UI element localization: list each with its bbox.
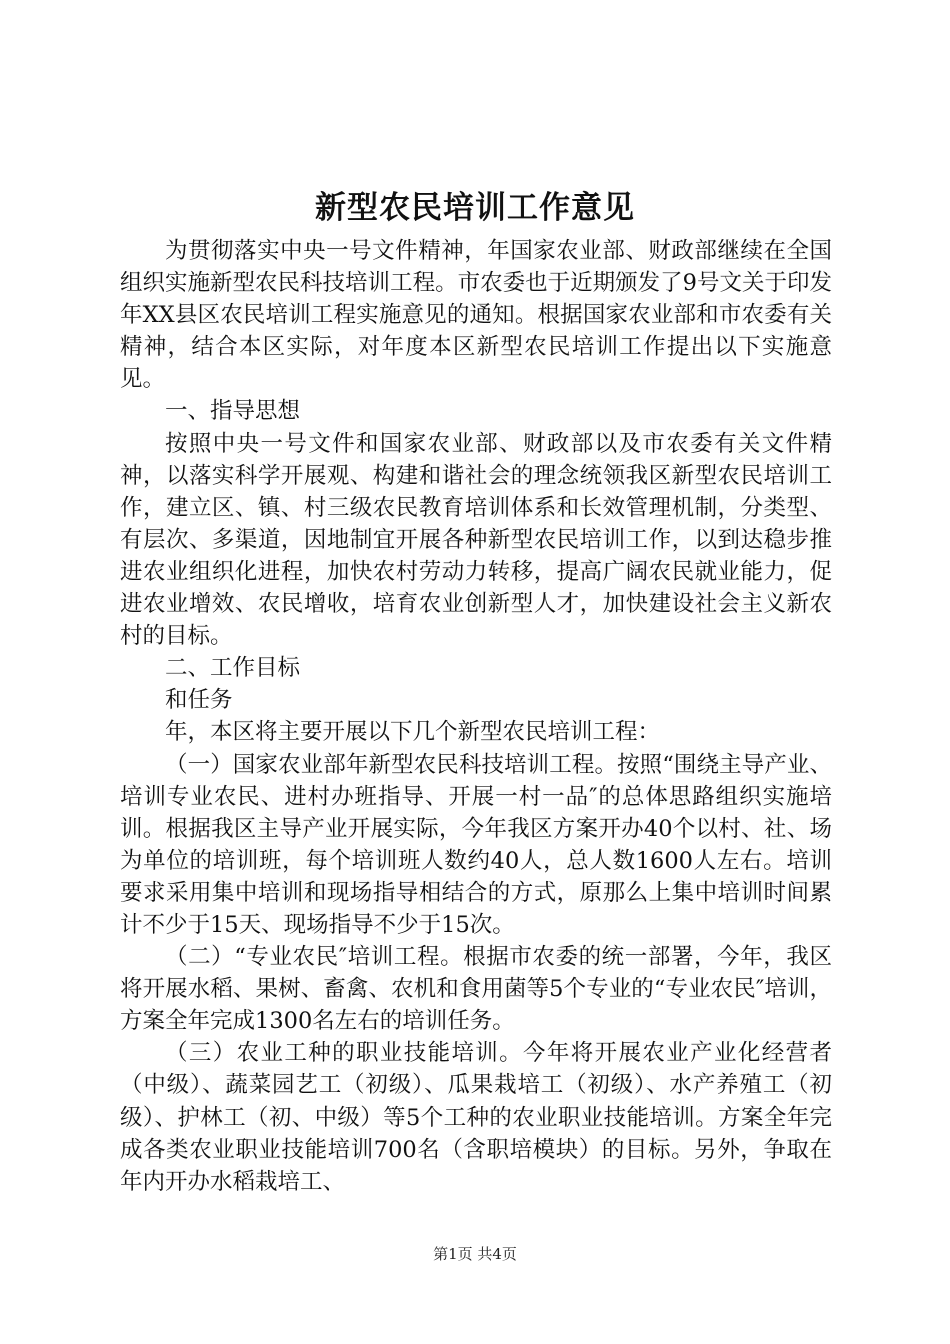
paragraph-item-3: （三）农业工种的职业技能培训。今年将开展农业产业化经营者（中级）、蔬菜园艺工（初级）、瓜果栽培工（初级）、水产养殖工（初级）、护林工（初、中级）等5个工种的农业职业技能培训。方案全年完成各类农业职业技能培训700名（含职培模块）的目标。另外，争取在年内开办水稻栽培工、 (120, 1040, 832, 1195)
section-heading-guiding-ideology: 一、指导思想 (165, 398, 301, 425)
paragraph-item-2: （二）“专业农民″培训工程。根据市农委的统一部署，今年，我区将开展水稻、果树、畜禽、农机和食用菌等5个专业的“专业农民″培训，方案全年完成1300名左右的培训任务。 (120, 944, 832, 1035)
paragraph-intro: 为贯彻落实中央一号文件精神，年国家农业部、财政部继续在全国组织实施新型农民科技培训工程。市农委也于近期颁发了9号文关于印发年XX县区农民培训工程实施意见的通知。根据国家农业部和市农委有关精神，结合本区实际，对年度本区新型农民培训工作提出以下实施意见。 (120, 238, 832, 393)
document-body (120, 235, 832, 1198)
section-heading-work-goals: 二、工作目标 (165, 655, 301, 682)
paragraph-item-1: （一）国家农业部年新型农民科技培训工程。按照“围绕主导产业、培训专业农民、进村办班指导、开展一村一品″的总体思路组织实施培训。根据我区主导产业开展实际，今年我区方案开办40个以村、社、场为单位的培训班，每个培训班人数约40人，总人数1600人左右。培训要求采用集中培训和现场指导相结合的方式，原那么上集中培训时间累计不少于15天、现场指导不少于15次。 (120, 751, 832, 938)
section-heading-tasks: 和任务 (165, 687, 233, 714)
page-footer: 第1页 共4页 (433, 1245, 517, 1263)
document-title: 新型农民培训工作意见 (315, 190, 635, 226)
paragraph-guiding-ideology: 按照中央一号文件和国家农业部、财政部以及市农委有关文件精神，以落实科学开展观、构建和谐社会的理念统领我区新型农民培训工作，建立区、镇、村三级农民教育培训体系和长效管理机制，分类型、有层次、多渠道，因地制宜开展各种新型农民培训工作，以到达稳步推进农业组织化进程，加快农村劳动力转移，提高广阔农民就业能力，促进农业增效、农民增收，培育农业创新型人才，加快建设社会主义新农村的目标。 (120, 430, 832, 650)
paragraph-overview: 年，本区将主要开展以下几个新型农民培训工程： (165, 719, 661, 746)
